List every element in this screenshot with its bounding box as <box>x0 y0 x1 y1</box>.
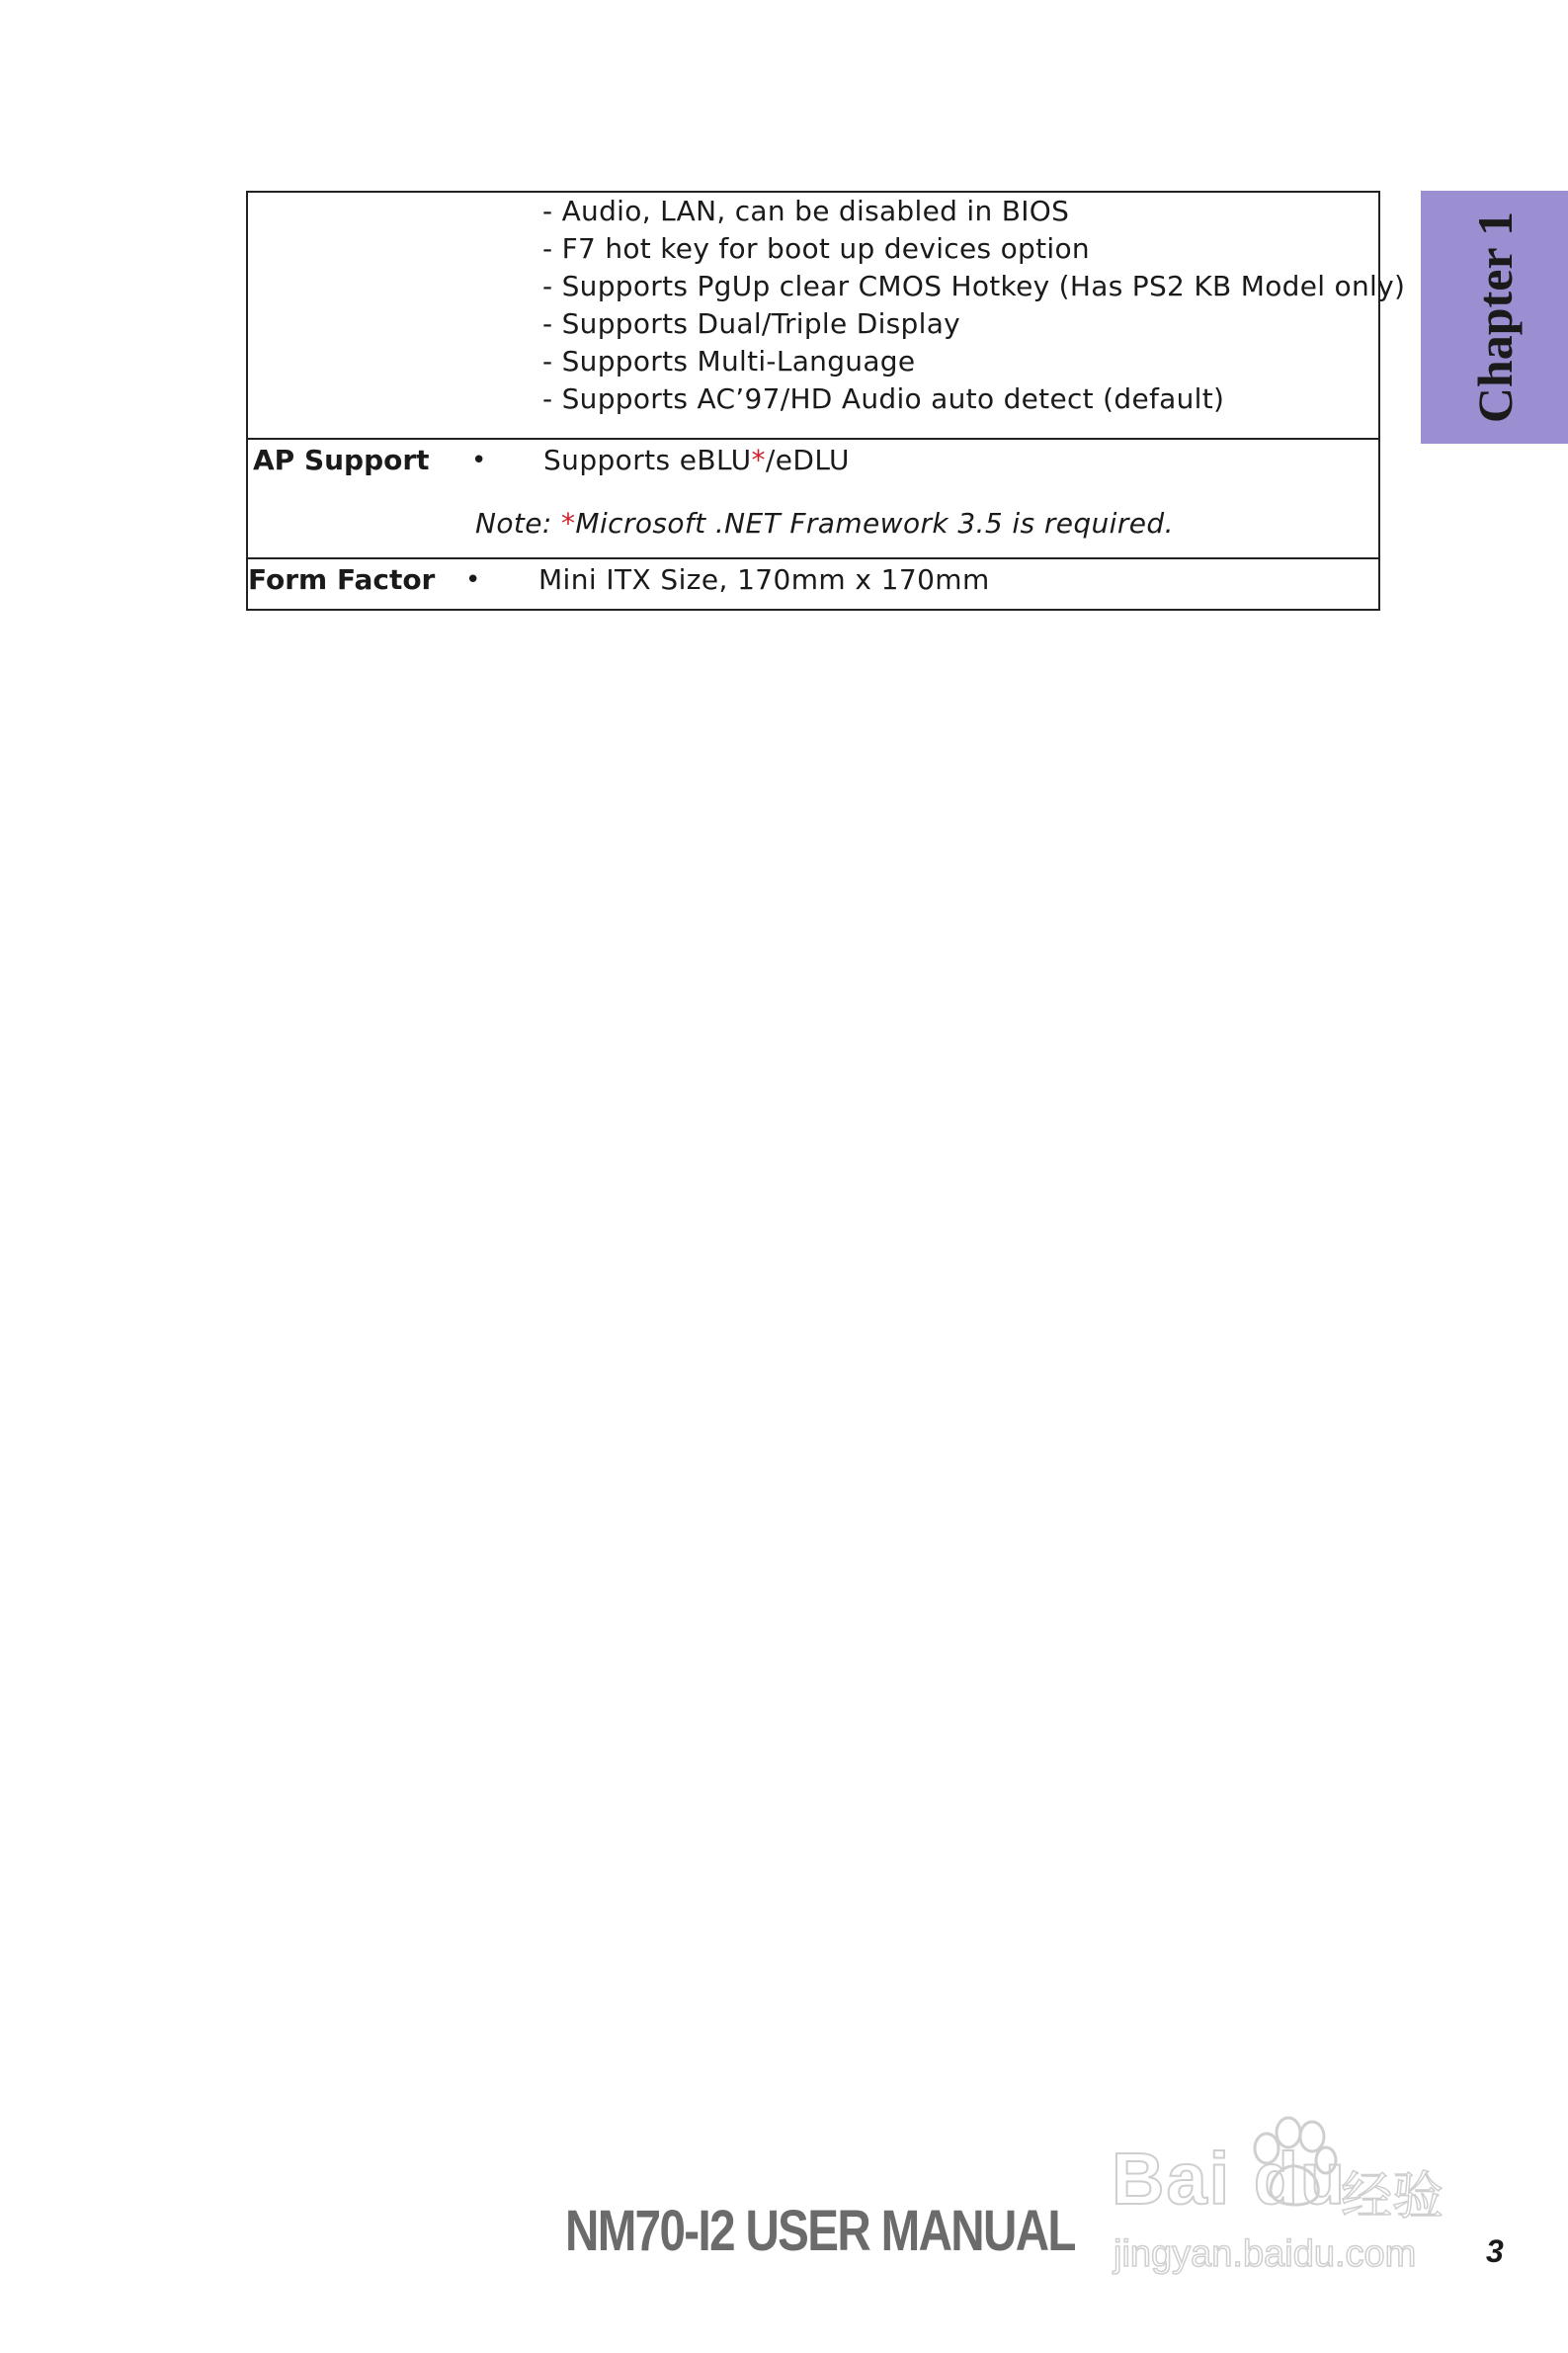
feature-line: - Supports Dual/Triple Display <box>542 307 961 340</box>
watermark-url: jingyan.baidu.com <box>1114 2233 1417 2275</box>
asterisk-mark: * <box>561 507 576 540</box>
feature-line: - Supports PgUp clear CMOS Hotkey (Has PS2 KB Model only) <box>542 270 1406 302</box>
form-factor-row <box>248 557 1378 609</box>
feature-line: - Supports Multi-Language <box>542 345 916 378</box>
ap-support-value <box>543 444 850 477</box>
chapter-tab <box>1421 191 1568 444</box>
manual-title: NM70-I2 USER MANUAL <box>565 2199 1075 2263</box>
form-factor-label: Form Factor <box>248 563 436 596</box>
watermark-logo: Bai du <box>1112 2138 1348 2220</box>
bullet: • <box>471 446 487 475</box>
spec-table <box>246 191 1406 611</box>
feature-line: - Audio, LAN, can be disabled in BIOS <box>542 195 1070 227</box>
ap-support-value-prefix: Supports eBLU <box>543 444 752 476</box>
note-prefix: Note: <box>475 507 562 540</box>
baidu-watermark <box>1112 2115 1477 2293</box>
form-factor-value: Mini ITX Size, 170mm x 170mm <box>538 563 990 596</box>
chapter-label: Chapter 1 <box>1466 210 1523 424</box>
features-row <box>248 193 1406 438</box>
ap-support-row <box>248 438 1378 557</box>
page-number: 3 <box>1486 2233 1504 2269</box>
bullet: • <box>465 565 481 595</box>
framework-note <box>475 507 1174 541</box>
note-text: Microsoft .NET Framework 3.5 is required. <box>575 507 1174 540</box>
watermark-cn-text: 经验 <box>1341 2167 1444 2227</box>
feature-line: - F7 hot key for boot up devices option <box>542 232 1090 265</box>
ap-support-label: AP Support <box>253 444 430 476</box>
asterisk-mark: * <box>751 444 766 476</box>
feature-line: - Supports AC’97/HD Audio auto detect (default) <box>542 382 1225 415</box>
ap-support-value-suffix: /eDLU <box>765 444 850 476</box>
